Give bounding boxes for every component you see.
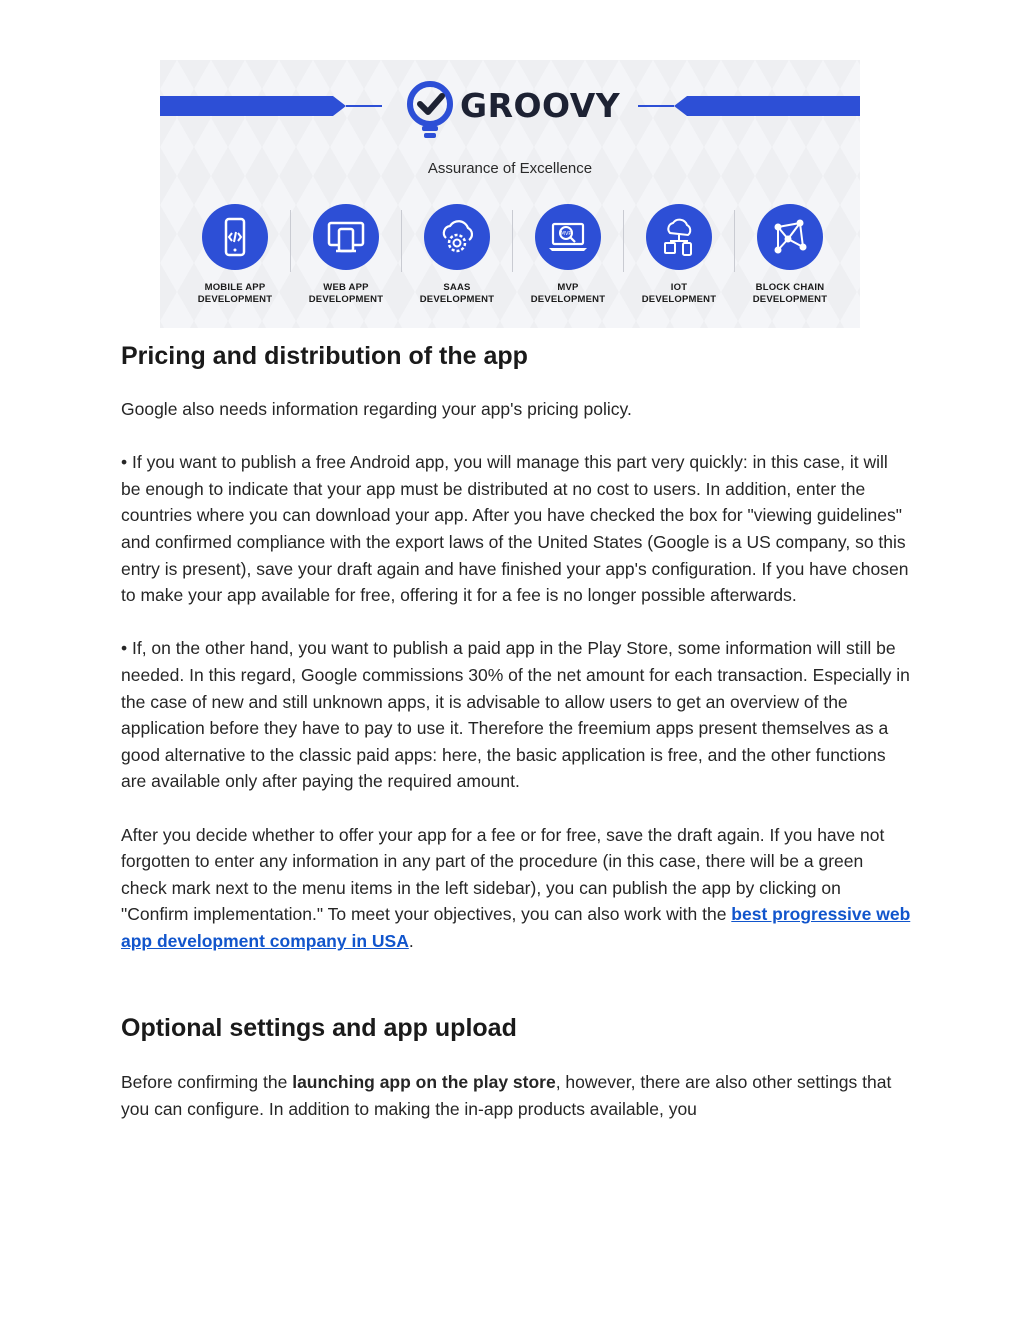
service-iot <box>629 204 729 314</box>
optional-text-end: , however, there are also other settings that you can configure. In addition to making the in-app products available, you <box>121 1072 892 1120</box>
mobile-code-icon <box>218 217 252 257</box>
closing-period: . <box>408 930 414 951</box>
optional-settings-paragraph <box>121 1069 911 1122</box>
mvp-laptop-icon <box>547 219 589 255</box>
service-divider <box>734 210 735 272</box>
svg-text:MVP: MVP <box>560 231 572 237</box>
groovy-banner <box>160 60 860 328</box>
banner-left-bar <box>160 96 346 116</box>
service-mobile-app <box>185 204 285 314</box>
cloud-gear-icon <box>436 218 478 256</box>
service-label-line1: SAAS <box>443 282 471 293</box>
optional-text-start: Before confirming the <box>121 1072 293 1093</box>
service-saas <box>407 204 507 314</box>
section-heading-pricing: Pricing and distribution of the app <box>121 342 528 370</box>
service-label-line1: BLOCK CHAIN <box>755 282 825 293</box>
banner-left-line <box>346 105 382 107</box>
service-web-app <box>296 204 396 314</box>
paid-app-paragraph: • If, on the other hand, you want to publish a paid app in the Play Store, some information will still be needed. In this regard, Google commissions 30% of the net amount for each transaction. Especially in the case of new and still unknown apps, it is advisable to allow users to get an overview of the application before they have to pay to use it. Therefore the freemium apps present themselves as a good alternative to the classic paid apps: here, the basic application is free, and the other functions are available only after paying the required amount. <box>121 638 910 792</box>
section-heading-optional: Optional settings and app upload <box>121 1014 517 1043</box>
service-divider <box>401 210 402 272</box>
service-mvp <box>518 204 618 314</box>
service-label-line2: DEVELOPMENT <box>197 294 273 305</box>
service-label-line1: WEB APP <box>323 282 369 293</box>
groovy-logo <box>406 80 621 142</box>
tagline: Assurance of Excellence <box>427 160 593 177</box>
service-label-line1: MVP <box>557 282 579 293</box>
service-label-line1: MOBILE APP <box>204 282 266 293</box>
brand-name: GROOVY <box>460 86 621 125</box>
service-label-line2: DEVELOPMENT <box>752 294 828 305</box>
article-content <box>121 336 911 1123</box>
bold-phrase: launching app on the play store <box>292 1072 556 1093</box>
services-row <box>185 204 845 314</box>
banner-right-line <box>638 105 674 107</box>
service-label-line2: DEVELOPMENT <box>308 294 384 305</box>
intro-paragraph: Google also needs information regarding your app's pricing policy. <box>121 399 632 419</box>
service-label-line2: DEVELOPMENT <box>419 294 495 305</box>
service-blockchain <box>740 204 840 314</box>
service-divider <box>290 210 291 272</box>
blockchain-network-icon <box>770 217 810 257</box>
closing-paragraph <box>121 822 911 955</box>
banner-right-bar <box>674 96 860 116</box>
service-label-line1: IOT <box>670 282 688 293</box>
closing-text: After you decide whether to offer your app for a fee or for free, save the draft again. If you have not forgotten to enter any information in any part of the procedure (in this case, there will be a green check mark next to the menu items in the left sidebar), you can publish the app by clicking on "Confirm implementation." To meet your objectives, you can also work with the <box>121 824 885 925</box>
pwa-company-link[interactable]: best progressive web app development company in USA <box>121 904 911 951</box>
service-divider <box>623 210 624 272</box>
free-app-paragraph: • If you want to publish a free Android app, you will manage this part very quickly: in this case, it will be enough to indicate that your app must be distributed at no cost to users. In addition, enter the countries where you can download your app. After you have checked the box for "viewing guidelines" and confirmed compliance with the export laws of the United States (Google is a US company, so this entry is present), save your draft again and have finished your app's configuration. If you have chosen to make your app available for free, offering it for a fee is no longer possible afterwards. <box>121 452 909 606</box>
iot-cloud-icon <box>658 217 700 257</box>
lightbulb-check-icon <box>406 80 454 142</box>
service-label-line2: DEVELOPMENT <box>530 294 606 305</box>
service-divider <box>512 210 513 272</box>
web-app-icon <box>326 219 366 255</box>
service-label-line2: DEVELOPMENT <box>641 294 717 305</box>
